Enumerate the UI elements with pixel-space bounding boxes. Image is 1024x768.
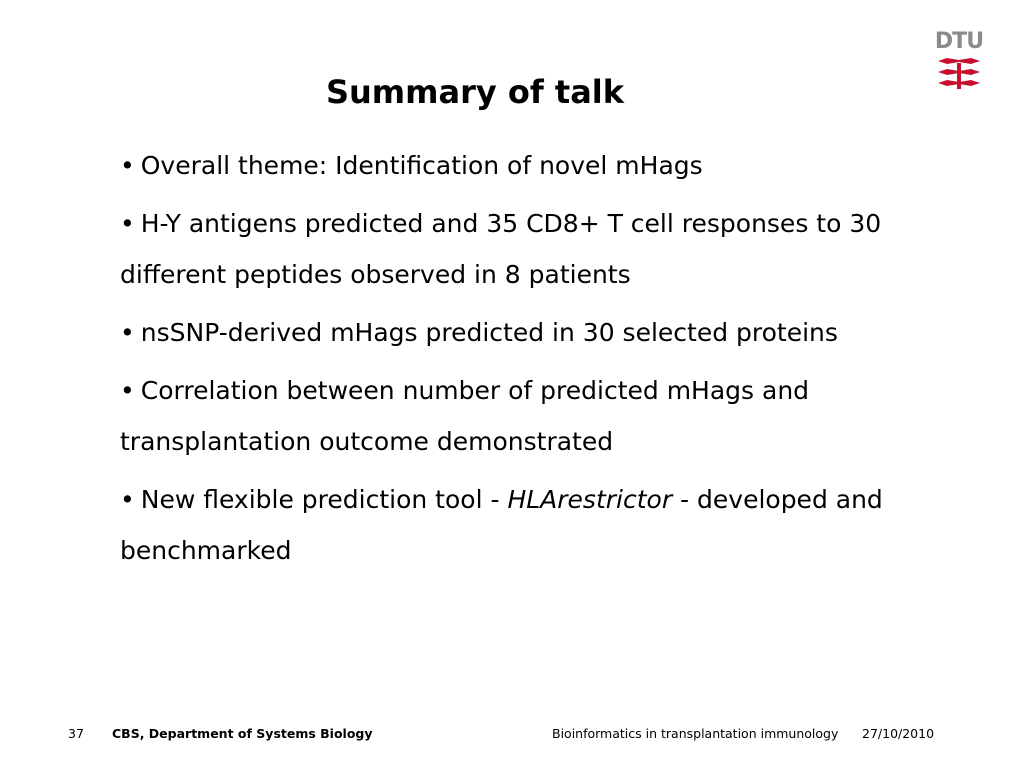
bullet-text: H-Y antigens predicted and 35 CD8+ T cell responses to 30 different peptides observed in 8 patients [120, 209, 882, 289]
bullet-text: Overall theme: Identification of novel mHags [140, 151, 703, 180]
department-name: CBS, Department of Systems Biology [112, 726, 373, 741]
bullet-text-post: - developed and benchmarked [120, 485, 883, 565]
bullet-glyph: • [120, 209, 135, 238]
bullet-item [120, 307, 980, 358]
footer [0, 724, 1024, 744]
bullet-item [120, 365, 980, 467]
bullet-list [120, 140, 980, 583]
bullet-item [120, 140, 980, 191]
bullet-glyph: • [120, 318, 135, 347]
presentation-date: 27/10/2010 [862, 726, 935, 741]
bullet-text: nsSNP-derived mHags predicted in 30 selected proteins [140, 318, 838, 347]
bullet-glyph: • [120, 376, 135, 405]
course-title: Bioinformatics in transplantation immunology [552, 726, 839, 741]
slide-title: Summary of talk [325, 73, 625, 111]
bullet-text-pre: New flexible prediction tool - [140, 485, 508, 514]
page-number: 37 [68, 726, 84, 741]
bullet-item [120, 198, 980, 300]
bullet-glyph: • [120, 151, 135, 180]
bullet-item [120, 474, 980, 576]
bullet-glyph: • [120, 485, 135, 514]
bullet-text: Correlation between number of predicted mHags and transplantation outcome demonstrated [120, 376, 810, 456]
tool-name-italic: HLArestrictor [507, 485, 673, 514]
dtu-logo-text: DTU [934, 29, 984, 54]
